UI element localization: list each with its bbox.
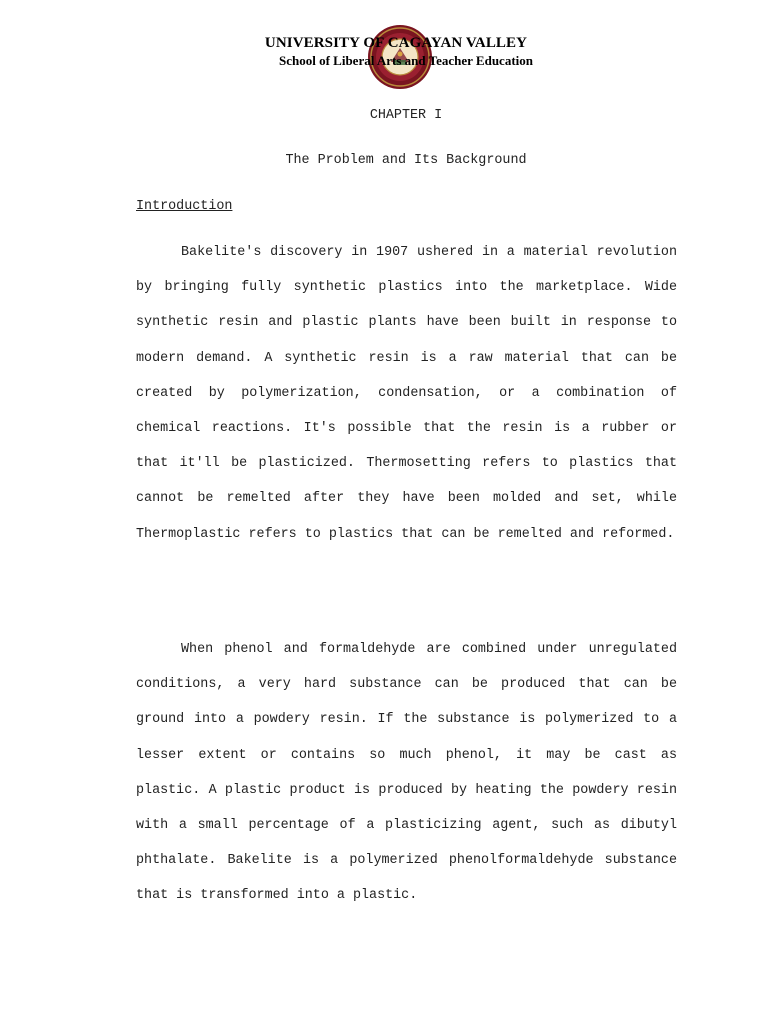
chapter-title: The Problem and Its Background — [285, 153, 527, 168]
paragraph-2: When phenol and formaldehyde are combined under unregulated conditions, a very hard substance can be produced that can be ground into a powdery resin. If the substance is polymerized to a lesser extent or contains so much phenol, it may be cast as plastic. A plastic product is produced by heating the powdery resin with a small percentage of a plasticizing agent, such as dibutyl phthalate. Bakelite is a polymerized phenolformaldehyde substance that is transformed into a plastic. — [136, 642, 677, 904]
chapter-label: CHAPTER I — [369, 108, 443, 123]
university-name: UNIVERSITY OF CAGAYAN VALLEY — [264, 35, 528, 51]
letterhead — [0, 28, 768, 98]
school-name: School of Liberal Arts and Teacher Education — [278, 53, 533, 68]
section-heading: Introduction — [136, 199, 233, 214]
paragraph-1: Bakelite's discovery in 1907 ushered in a material revolution by bringing fully synthetic plastics into the marketplace. Wide synthetic resin and plastic plants have been built in response to modern demand. A synthetic resin is a raw material that can be created by polymerization, condensation, or a combination of chemical reactions. It's possible that the resin is a rubber or that it'll be plasticized. Thermosetting refers to plastics that cannot be remelted after they have been molded and set, while Thermoplastic refers to plastics that can be remelted and reformed. — [136, 245, 677, 542]
